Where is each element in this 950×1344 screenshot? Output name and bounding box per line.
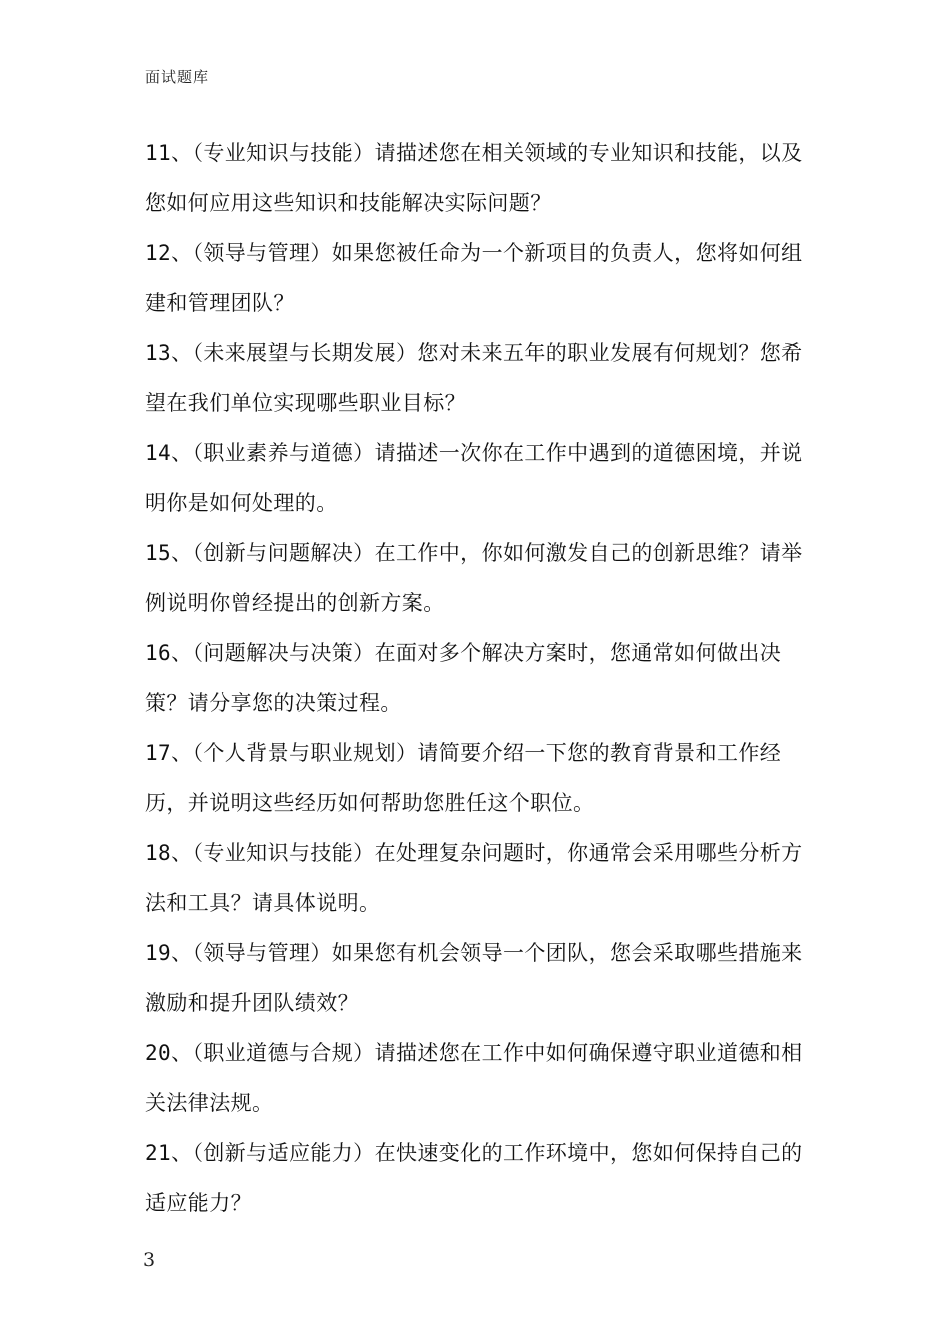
- question-list: [145, 128, 815, 1228]
- question-item: 21、（创新与适应能力）在快速变化的工作环境中，您如何保持自己的适应能力？: [145, 1141, 803, 1215]
- page-number: 3: [143, 1249, 156, 1271]
- question-item: 17、（个人背景与职业规划）请简要介绍一下您的教育背景和工作经历，并说明这些经历如何帮助您胜任这个职位。: [145, 741, 782, 815]
- question-item: 14、（职业素养与道德）请描述一次你在工作中遇到的道德困境，并说明你是如何处理的。: [145, 441, 803, 515]
- question-item: 20、（职业道德与合规）请描述您在工作中如何确保遵守职业道德和相关法律法规。: [145, 1041, 803, 1115]
- page-header: 面试题库: [145, 68, 210, 86]
- question-item: 12、（领导与管理）如果您被任命为一个新项目的负责人，您将如何组建和管理团队？: [145, 241, 803, 315]
- question-item: 11、（专业知识与技能）请描述您在相关领域的专业知识和技能，以及您如何应用这些知识和技能解决实际问题？: [145, 141, 803, 215]
- question-item: 13、（未来展望与长期发展）您对未来五年的职业发展有何规划？您希望在我们单位实现哪些职业目标？: [145, 341, 803, 415]
- question-item: 19、（领导与管理）如果您有机会领导一个团队，您会采取哪些措施来激励和提升团队绩效？: [145, 941, 803, 1015]
- question-item: 16、（问题解决与决策）在面对多个解决方案时，您通常如何做出决策？请分享您的决策过程。: [145, 641, 782, 715]
- question-item: 15、（创新与问题解决）在工作中，你如何激发自己的创新思维？请举例说明你曾经提出的创新方案。: [145, 541, 803, 615]
- question-item: 18、（专业知识与技能）在处理复杂问题时，你通常会采用哪些分析方法和工具？请具体说明。: [145, 841, 803, 915]
